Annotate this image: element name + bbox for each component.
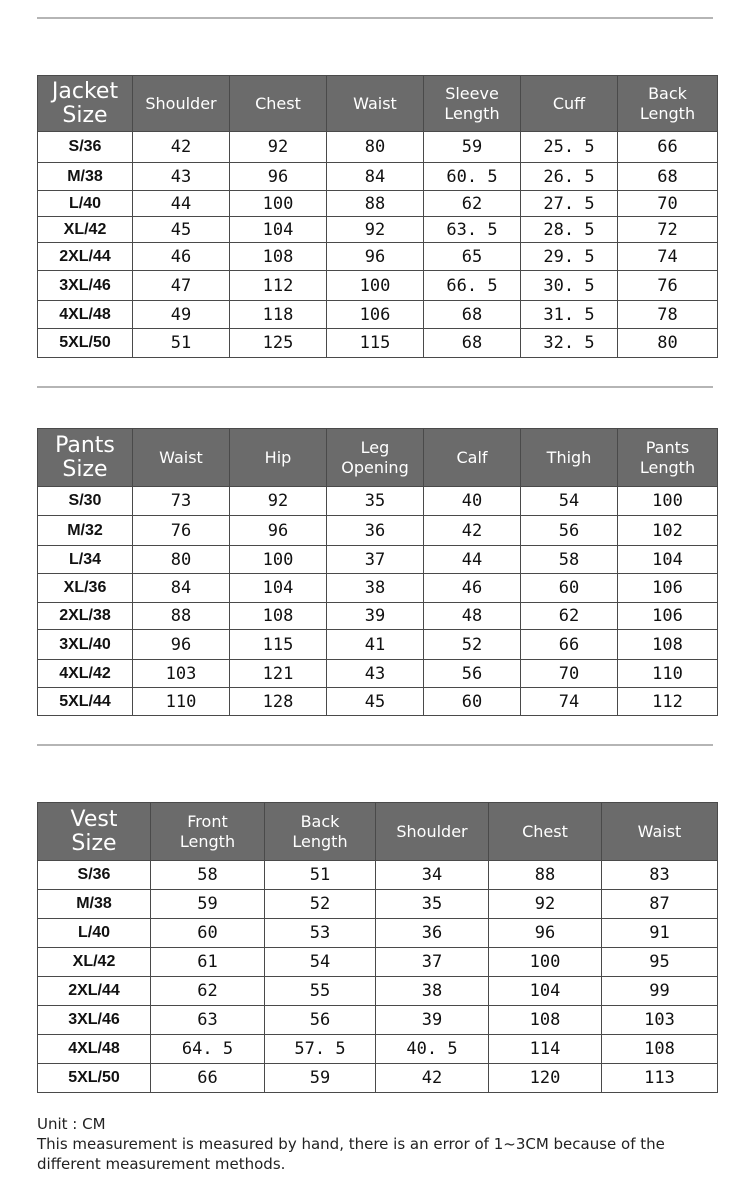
pants-value-cell: 37	[327, 546, 424, 574]
jacket-col-label: Cuff	[552, 93, 586, 113]
pants-value-cell: 70	[521, 660, 618, 688]
pants-value-cell: 39	[327, 603, 424, 630]
jacket-value-cell: 66	[618, 132, 718, 163]
pants-row-s-30	[38, 487, 718, 516]
vest-value-cell: 38	[376, 977, 489, 1006]
jacket-value-cell: 68	[424, 329, 521, 358]
pants-value-cell: 106	[618, 574, 718, 603]
jacket-value-cell: 74	[618, 243, 718, 271]
pants-value-cell: 36	[327, 516, 424, 546]
pants-size-cell: 3XL/40	[38, 630, 133, 660]
pants-size-table	[37, 428, 718, 716]
pants-col-thigh	[521, 429, 618, 487]
vest-col-waist	[602, 803, 718, 861]
pants-value-cell: 110	[618, 660, 718, 688]
vest-col-label: Front	[187, 811, 228, 831]
pants-size-header-line: Pants	[55, 432, 115, 458]
jacket-size-cell: M/38	[38, 163, 133, 191]
jacket-value-cell: 68	[424, 301, 521, 329]
vest-value-cell: 104	[489, 977, 602, 1006]
pants-row-4xl-42	[38, 660, 718, 688]
pants-size-cell: 5XL/44	[38, 688, 133, 716]
jacket-value-cell: 115	[327, 329, 424, 358]
jacket-size-cell: XL/42	[38, 217, 133, 243]
vest-row-xl-42	[38, 948, 718, 977]
vest-col-shoulder	[376, 803, 489, 861]
jacket-value-cell: 44	[133, 191, 230, 217]
pants-value-cell: 110	[133, 688, 230, 716]
vest-row-2xl-44	[38, 977, 718, 1006]
pants-value-cell: 96	[133, 630, 230, 660]
jacket-value-cell: 31. 5	[521, 301, 618, 329]
vest-value-cell: 60	[151, 919, 265, 948]
jacket-size-header	[38, 76, 133, 132]
size-notes	[37, 1114, 717, 1174]
vest-value-cell: 100	[489, 948, 602, 977]
vest-value-cell: 62	[151, 977, 265, 1006]
pants-value-cell: 42	[424, 516, 521, 546]
vest-size-cell: 4XL/48	[38, 1035, 151, 1064]
vest-size-cell: 3XL/46	[38, 1006, 151, 1035]
vest-value-cell: 83	[602, 861, 718, 890]
jacket-size-cell: 3XL/46	[38, 271, 133, 301]
vest-col-label: Back	[300, 811, 340, 831]
pants-col-label: Pants	[645, 437, 690, 457]
vest-value-cell: 36	[376, 919, 489, 948]
jacket-col-label: Length	[444, 103, 500, 123]
vest-col-label: Length	[179, 831, 236, 851]
jacket-value-cell: 72	[618, 217, 718, 243]
vest-value-cell: 39	[376, 1006, 489, 1035]
pants-size-cell: L/34	[38, 546, 133, 574]
pants-size-cell: 4XL/42	[38, 660, 133, 688]
jacket-value-cell: 125	[230, 329, 327, 358]
pants-size-cell: 2XL/38	[38, 603, 133, 630]
jacket-value-cell: 118	[230, 301, 327, 329]
jacket-value-cell: 80	[618, 329, 718, 358]
vest-value-cell: 92	[489, 890, 602, 919]
jacket-value-cell: 60. 5	[424, 163, 521, 191]
vest-value-cell: 40. 5	[376, 1035, 489, 1064]
pants-col-label: Opening	[341, 457, 409, 477]
pants-value-cell: 121	[230, 660, 327, 688]
jacket-value-cell: 29. 5	[521, 243, 618, 271]
pants-row-5xl-44	[38, 688, 718, 716]
vest-value-cell: 91	[602, 919, 718, 948]
jacket-col-waist	[327, 76, 424, 132]
vest-col-label: Shoulder	[396, 821, 468, 841]
pants-row-xl-36	[38, 574, 718, 603]
jacket-value-cell: 106	[327, 301, 424, 329]
jacket-col-back-length	[618, 76, 718, 132]
pants-size-cell: M/32	[38, 516, 133, 546]
pants-value-cell: 84	[133, 574, 230, 603]
pants-value-cell: 100	[230, 546, 327, 574]
jacket-value-cell: 47	[133, 271, 230, 301]
jacket-col-cuff	[521, 76, 618, 132]
jacket-size-header-line: Jacket	[51, 78, 119, 104]
jacket-col-label: Shoulder	[145, 93, 217, 113]
pants-col-leg-opening	[327, 429, 424, 487]
pants-value-cell: 56	[521, 516, 618, 546]
pants-col-label: Length	[639, 457, 696, 477]
jacket-col-sleeve-length	[424, 76, 521, 132]
jacket-value-cell: 68	[618, 163, 718, 191]
vest-size-header-line: Size	[71, 830, 117, 856]
jacket-value-cell: 63. 5	[424, 217, 521, 243]
vest-value-cell: 108	[602, 1035, 718, 1064]
pants-value-cell: 62	[521, 603, 618, 630]
vest-col-back-length	[265, 803, 376, 861]
vest-value-cell: 55	[265, 977, 376, 1006]
jacket-row-4xl-48	[38, 301, 718, 329]
pants-row-2xl-38	[38, 603, 718, 630]
jacket-value-cell: 112	[230, 271, 327, 301]
pants-value-cell: 58	[521, 546, 618, 574]
jacket-value-cell: 66. 5	[424, 271, 521, 301]
pants-value-cell: 128	[230, 688, 327, 716]
pants-value-cell: 104	[618, 546, 718, 574]
jacket-value-cell: 42	[133, 132, 230, 163]
vest-value-cell: 120	[489, 1064, 602, 1093]
vest-value-cell: 35	[376, 890, 489, 919]
jacket-size-cell: 5XL/50	[38, 329, 133, 358]
jacket-value-cell: 46	[133, 243, 230, 271]
vest-value-cell: 66	[151, 1064, 265, 1093]
vest-col-label: Length	[292, 831, 348, 851]
vest-value-cell: 88	[489, 861, 602, 890]
jacket-value-cell: 84	[327, 163, 424, 191]
vest-value-cell: 52	[265, 890, 376, 919]
vest-size-header-line: Vest	[70, 806, 118, 832]
pants-size-cell: XL/36	[38, 574, 133, 603]
pants-value-cell: 35	[327, 487, 424, 516]
vest-value-cell: 37	[376, 948, 489, 977]
pants-col-label: Waist	[159, 447, 203, 467]
jacket-col-label: Chest	[255, 93, 301, 113]
pants-value-cell: 45	[327, 688, 424, 716]
vest-row-m-38	[38, 890, 718, 919]
vest-col-label: Chest	[522, 821, 568, 841]
vest-value-cell: 59	[265, 1064, 376, 1093]
jacket-value-cell: 96	[230, 163, 327, 191]
pants-size-header	[38, 429, 133, 487]
jacket-col-label: Back	[648, 83, 687, 103]
vest-value-cell: 53	[265, 919, 376, 948]
jacket-value-cell: 62	[424, 191, 521, 217]
vest-value-cell: 63	[151, 1006, 265, 1035]
pants-value-cell: 48	[424, 603, 521, 630]
vest-col-label: Waist	[637, 821, 682, 841]
vest-row-4xl-48	[38, 1035, 718, 1064]
jacket-value-cell: 59	[424, 132, 521, 163]
vest-value-cell: 113	[602, 1064, 718, 1093]
pants-value-cell: 103	[133, 660, 230, 688]
pants-value-cell: 115	[230, 630, 327, 660]
pants-value-cell: 92	[230, 487, 327, 516]
pants-value-cell: 60	[521, 574, 618, 603]
jacket-row-s-36	[38, 132, 718, 163]
pants-value-cell: 108	[230, 603, 327, 630]
jacket-value-cell: 92	[327, 217, 424, 243]
jacket-col-label: Waist	[353, 93, 397, 113]
vest-value-cell: 54	[265, 948, 376, 977]
vest-size-cell: XL/42	[38, 948, 151, 977]
jacket-col-label: Length	[639, 103, 696, 123]
jacket-value-cell: 108	[230, 243, 327, 271]
pants-value-cell: 54	[521, 487, 618, 516]
jacket-row-5xl-50	[38, 329, 718, 358]
pants-value-cell: 43	[327, 660, 424, 688]
pants-size-cell: S/30	[38, 487, 133, 516]
pants-value-cell: 56	[424, 660, 521, 688]
jacket-value-cell: 28. 5	[521, 217, 618, 243]
pants-row-m-32	[38, 516, 718, 546]
vest-value-cell: 61	[151, 948, 265, 977]
vest-row-5xl-50	[38, 1064, 718, 1093]
pants-value-cell: 46	[424, 574, 521, 603]
vest-value-cell: 114	[489, 1035, 602, 1064]
pants-row-l-34	[38, 546, 718, 574]
jacket-size-cell: S/36	[38, 132, 133, 163]
vest-size-table	[37, 802, 718, 1093]
pants-value-cell: 74	[521, 688, 618, 716]
pants-value-cell: 76	[133, 516, 230, 546]
vest-value-cell: 51	[265, 861, 376, 890]
jacket-value-cell: 49	[133, 301, 230, 329]
vest-size-cell: L/40	[38, 919, 151, 948]
pants-value-cell: 100	[618, 487, 718, 516]
pants-value-cell: 80	[133, 546, 230, 574]
jacket-col-chest	[230, 76, 327, 132]
pants-value-cell: 88	[133, 603, 230, 630]
jacket-row-2xl-44	[38, 243, 718, 271]
jacket-value-cell: 100	[230, 191, 327, 217]
pants-value-cell: 108	[618, 630, 718, 660]
pants-col-hip	[230, 429, 327, 487]
vest-col-front-length	[151, 803, 265, 861]
divider-top	[37, 17, 713, 19]
vest-value-cell: 59	[151, 890, 265, 919]
pants-col-label: Leg	[360, 437, 390, 457]
vest-size-cell: 5XL/50	[38, 1064, 151, 1093]
jacket-size-table	[37, 75, 718, 358]
pants-value-cell: 102	[618, 516, 718, 546]
pants-value-cell: 40	[424, 487, 521, 516]
jacket-col-label: Sleeve	[445, 83, 499, 103]
vest-row-3xl-46	[38, 1006, 718, 1035]
jacket-size-header-line: Size	[62, 102, 108, 128]
pants-value-cell: 96	[230, 516, 327, 546]
jacket-value-cell: 26. 5	[521, 163, 618, 191]
vest-size-cell: M/38	[38, 890, 151, 919]
jacket-value-cell: 104	[230, 217, 327, 243]
vest-col-chest	[489, 803, 602, 861]
jacket-value-cell: 70	[618, 191, 718, 217]
vest-value-cell: 64. 5	[151, 1035, 265, 1064]
vest-value-cell: 58	[151, 861, 265, 890]
jacket-value-cell: 45	[133, 217, 230, 243]
jacket-value-cell: 88	[327, 191, 424, 217]
vest-value-cell: 56	[265, 1006, 376, 1035]
pants-value-cell: 44	[424, 546, 521, 574]
jacket-value-cell: 27. 5	[521, 191, 618, 217]
jacket-value-cell: 80	[327, 132, 424, 163]
vest-value-cell: 34	[376, 861, 489, 890]
jacket-size-cell: L/40	[38, 191, 133, 217]
divider-middle	[37, 386, 713, 388]
jacket-value-cell: 78	[618, 301, 718, 329]
pants-value-cell: 60	[424, 688, 521, 716]
jacket-row-m-38	[38, 163, 718, 191]
pants-col-label: Thigh	[546, 447, 592, 467]
jacket-value-cell: 65	[424, 243, 521, 271]
pants-row-3xl-40	[38, 630, 718, 660]
vest-value-cell: 96	[489, 919, 602, 948]
jacket-value-cell: 76	[618, 271, 718, 301]
pants-value-cell: 41	[327, 630, 424, 660]
pants-col-waist	[133, 429, 230, 487]
jacket-size-cell: 2XL/44	[38, 243, 133, 271]
pants-value-cell: 66	[521, 630, 618, 660]
pants-col-label: Hip	[264, 447, 292, 467]
jacket-value-cell: 92	[230, 132, 327, 163]
vest-value-cell: 103	[602, 1006, 718, 1035]
pants-col-pants-length	[618, 429, 718, 487]
jacket-value-cell: 100	[327, 271, 424, 301]
vest-row-l-40	[38, 919, 718, 948]
jacket-value-cell: 43	[133, 163, 230, 191]
pants-size-header-line: Size	[62, 456, 108, 482]
vest-row-s-36	[38, 861, 718, 890]
pants-value-cell: 112	[618, 688, 718, 716]
vest-value-cell: 42	[376, 1064, 489, 1093]
vest-size-cell: S/36	[38, 861, 151, 890]
vest-value-cell: 95	[602, 948, 718, 977]
unit-note: Unit : CM	[37, 1115, 106, 1133]
vest-size-cell: 2XL/44	[38, 977, 151, 1006]
jacket-row-3xl-46	[38, 271, 718, 301]
vest-value-cell: 87	[602, 890, 718, 919]
pants-value-cell: 73	[133, 487, 230, 516]
measurement-disclaimer: This measurement is measured by hand, there is an error of 1~3CM because of the different measurement methods.	[37, 1135, 665, 1173]
jacket-value-cell: 25. 5	[521, 132, 618, 163]
jacket-size-cell: 4XL/48	[38, 301, 133, 329]
pants-value-cell: 52	[424, 630, 521, 660]
vest-value-cell: 108	[489, 1006, 602, 1035]
jacket-value-cell: 51	[133, 329, 230, 358]
pants-col-label: Calf	[456, 447, 488, 467]
vest-value-cell: 99	[602, 977, 718, 1006]
jacket-value-cell: 96	[327, 243, 424, 271]
vest-value-cell: 57. 5	[265, 1035, 376, 1064]
jacket-col-shoulder	[133, 76, 230, 132]
pants-value-cell: 38	[327, 574, 424, 603]
pants-col-calf	[424, 429, 521, 487]
pants-value-cell: 104	[230, 574, 327, 603]
pants-value-cell: 106	[618, 603, 718, 630]
divider-bottom	[37, 744, 713, 746]
jacket-value-cell: 32. 5	[521, 329, 618, 358]
jacket-value-cell: 30. 5	[521, 271, 618, 301]
vest-size-header	[38, 803, 151, 861]
jacket-row-xl-42	[38, 217, 718, 243]
jacket-row-l-40	[38, 191, 718, 217]
